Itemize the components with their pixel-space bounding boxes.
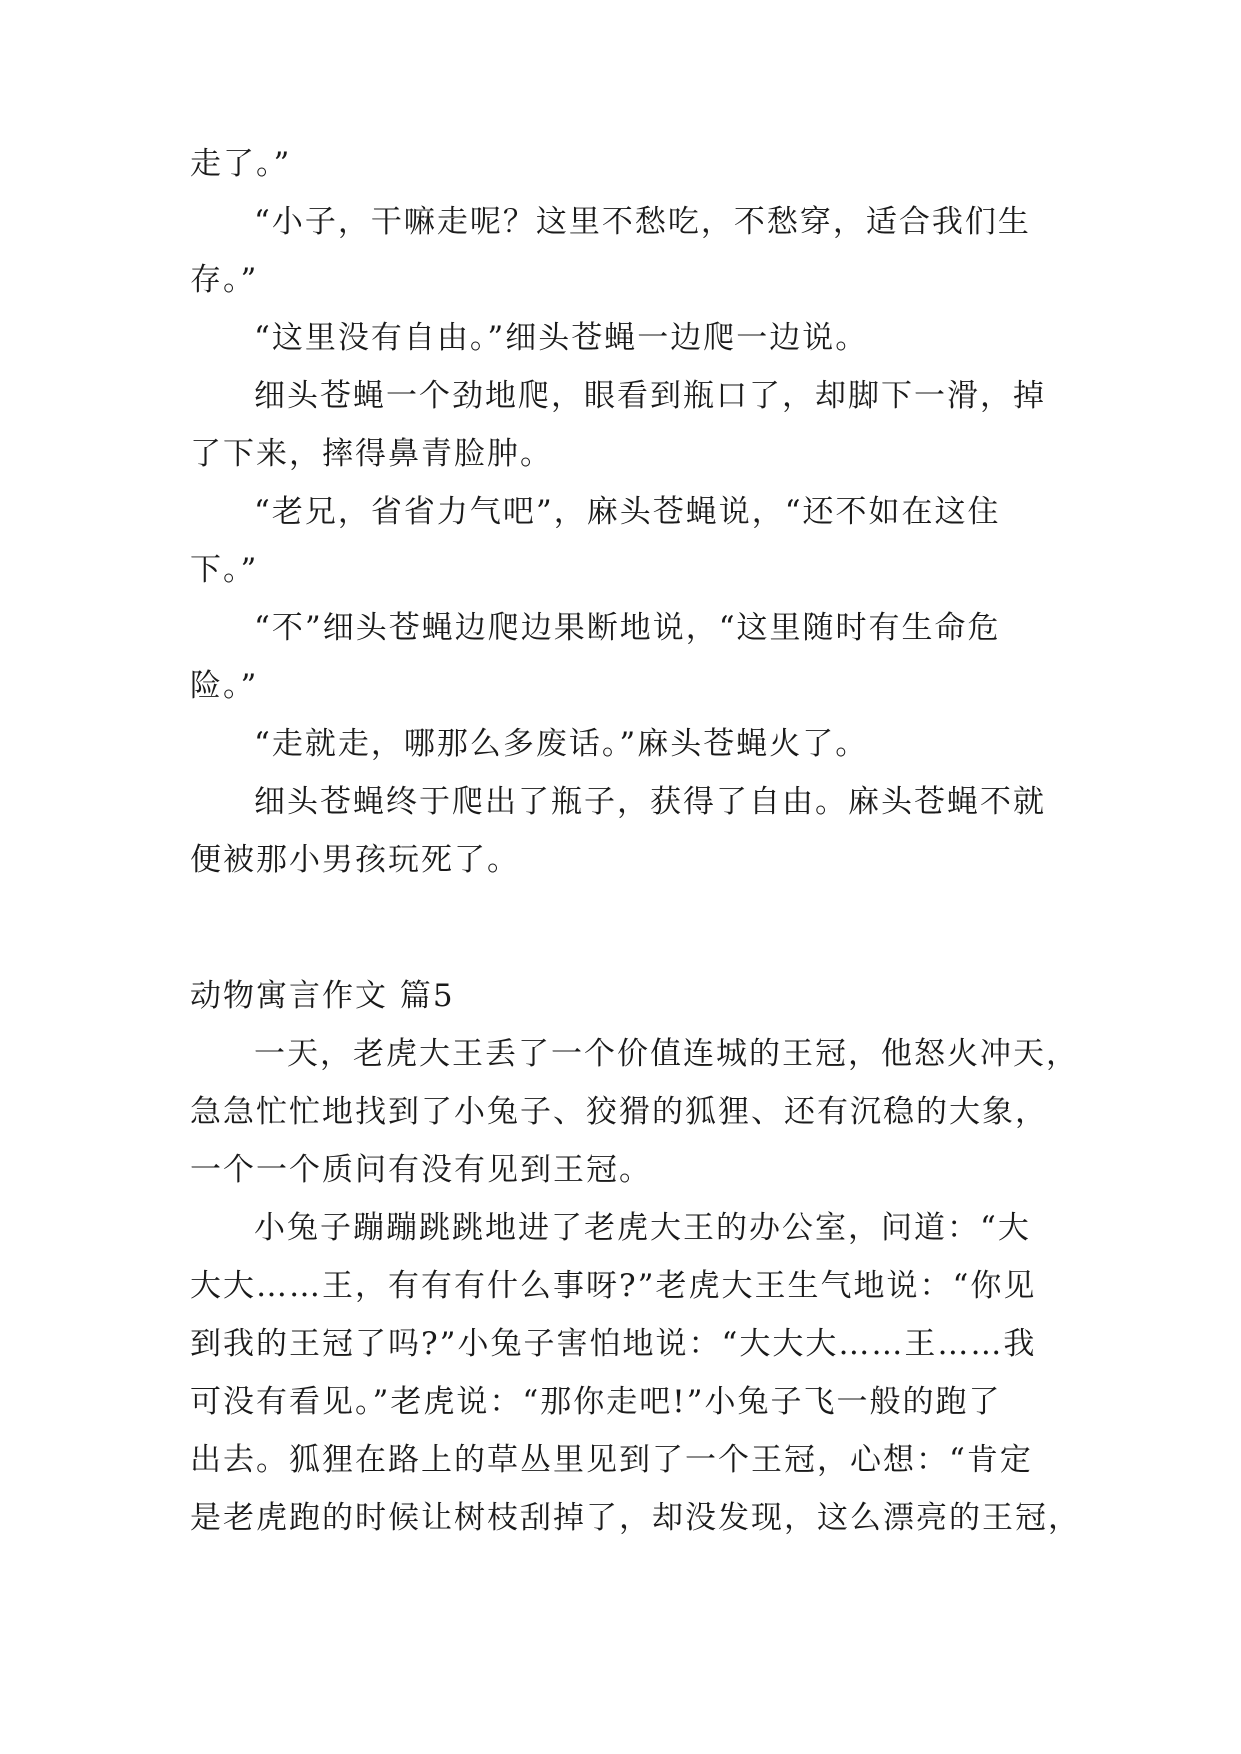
text-line: 细头苍蝇终于爬出了瓶子，获得了自由。麻头苍蝇不就 xyxy=(254,784,1046,820)
text-line: “老兄，省省力气吧”，麻头苍蝇说，“还不如在这住 xyxy=(254,494,1001,530)
text-line: 可没有看见。”老虎说：“那你走吧!”小兔子飞一般的跑了 xyxy=(190,1384,1002,1420)
text-line: “这里没有自由。”细头苍蝇一边爬一边说。 xyxy=(254,320,869,356)
section-heading: 动物寓言作文 篇5 xyxy=(190,978,455,1014)
text-line: 一个一个质问有没有见到王冠。 xyxy=(190,1152,652,1188)
text-line: 便被那小男孩玩死了。 xyxy=(190,842,520,878)
text-line: 险。” xyxy=(190,668,259,704)
text-line: “不”细头苍蝇边爬边果断地说，“这里随时有生命危 xyxy=(254,610,1001,646)
text-line: “走就走，哪那么多废话。”麻头苍蝇火了。 xyxy=(254,726,869,762)
text-line: 了下来，摔得鼻青脸肿。 xyxy=(190,436,553,472)
text-line: “小子，干嘛走呢？这里不愁吃，不愁穿，适合我们生 xyxy=(254,204,1031,240)
text-line: 是老虎跑的时候让树枝刮掉了，却没发现，这么漂亮的王冠， xyxy=(190,1500,1081,1536)
text-line: 存。” xyxy=(190,262,259,298)
text-line: 走了。” xyxy=(190,146,292,182)
text-line: 下。” xyxy=(190,552,259,588)
text-line: 到我的王冠了吗?”小兔子害怕地说：“大大大……王……我 xyxy=(190,1326,1037,1362)
text-line: 出去。狐狸在路上的草丛里见到了一个王冠，心想：“肯定 xyxy=(190,1442,1033,1478)
text-line: 细头苍蝇一个劲地爬，眼看到瓶口了，却脚下一滑，掉 xyxy=(254,378,1046,414)
text-line: 小兔子蹦蹦跳跳地进了老虎大王的办公室，问道：“大 xyxy=(254,1210,1031,1246)
text-line: 急急忙忙地找到了小兔子、狡猾的狐狸、还有沉稳的大象， xyxy=(190,1094,1048,1130)
text-line: 大大……王，有有有什么事呀?”老虎大王生气地说：“你见 xyxy=(190,1268,1037,1304)
text-line: 一天，老虎大王丢了一个价值连城的王冠，他怒火冲天， xyxy=(254,1036,1079,1072)
